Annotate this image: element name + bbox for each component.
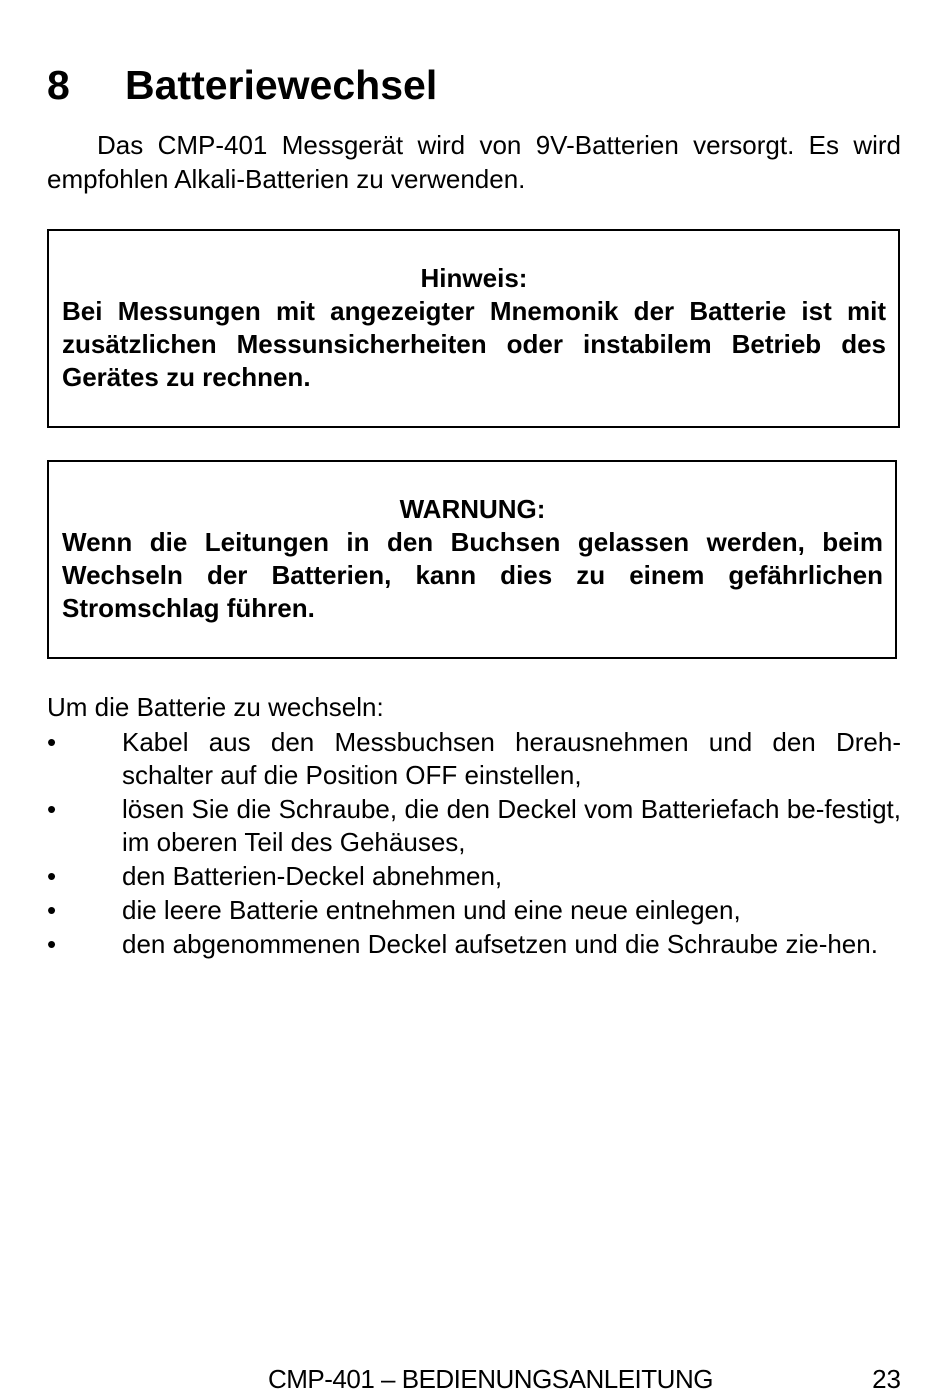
- hint-box: [47, 229, 900, 428]
- warning-title: WARNUNG:: [399, 494, 546, 524]
- list-item-text: den abgenommenen Deckel aufsetzen und die Schraube zie-hen.: [122, 929, 878, 959]
- bullet-icon: •: [47, 929, 57, 959]
- section-heading: [47, 60, 437, 110]
- list-item: [47, 726, 901, 792]
- steps-lead: Um die Batterie zu wechseln:: [47, 692, 384, 722]
- section-number: 8: [47, 62, 70, 108]
- bullet-icon: •: [47, 794, 57, 824]
- list-item: [47, 860, 901, 893]
- list-item-text: Kabel aus den Messbuchsen herausnehmen und den Dreh-schalter auf die Position OFF einstellen,: [122, 727, 901, 790]
- page-number: 23: [872, 1364, 901, 1394]
- list-item-text: die leere Batterie entnehmen und eine neue einlegen,: [122, 895, 741, 925]
- bullet-icon: •: [47, 727, 57, 757]
- footer-manual-title: CMP-401 – BEDIENUNGSANLEITUNG: [268, 1364, 713, 1394]
- list-item: [47, 894, 901, 927]
- section-title: Batteriewechsel: [125, 62, 438, 108]
- bullet-icon: •: [47, 861, 57, 891]
- intro-paragraph: Das CMP-401 Messgerät wird von 9V-Batterien versorgt. Es wird empfohlen Alkali-Batterien zu verwenden.: [47, 130, 901, 194]
- steps-list: [47, 726, 901, 962]
- bullet-icon: •: [47, 895, 57, 925]
- list-item: [47, 793, 901, 859]
- hint-text: Bei Messungen mit angezeigter Mnemonik der Batterie ist mit zusätzlichen Messunsicherheiten oder instabilem Betrieb des Gerätes zu rechnen.: [62, 296, 886, 392]
- hint-title: Hinweis:: [420, 263, 528, 293]
- warning-box: [47, 460, 897, 659]
- list-item: [47, 928, 901, 961]
- list-item-text: lösen Sie die Schraube, die den Deckel vom Batteriefach be-festigt, im oberen Teil des Gehäuses,: [122, 794, 901, 857]
- warning-text: Wenn die Leitungen in den Buchsen gelassen werden, beim Wechseln der Batterien, kann dies zu einem gefährlichen Stromschlag führen.: [62, 527, 883, 623]
- list-item-text: den Batterien-Deckel abnehmen,: [122, 861, 503, 891]
